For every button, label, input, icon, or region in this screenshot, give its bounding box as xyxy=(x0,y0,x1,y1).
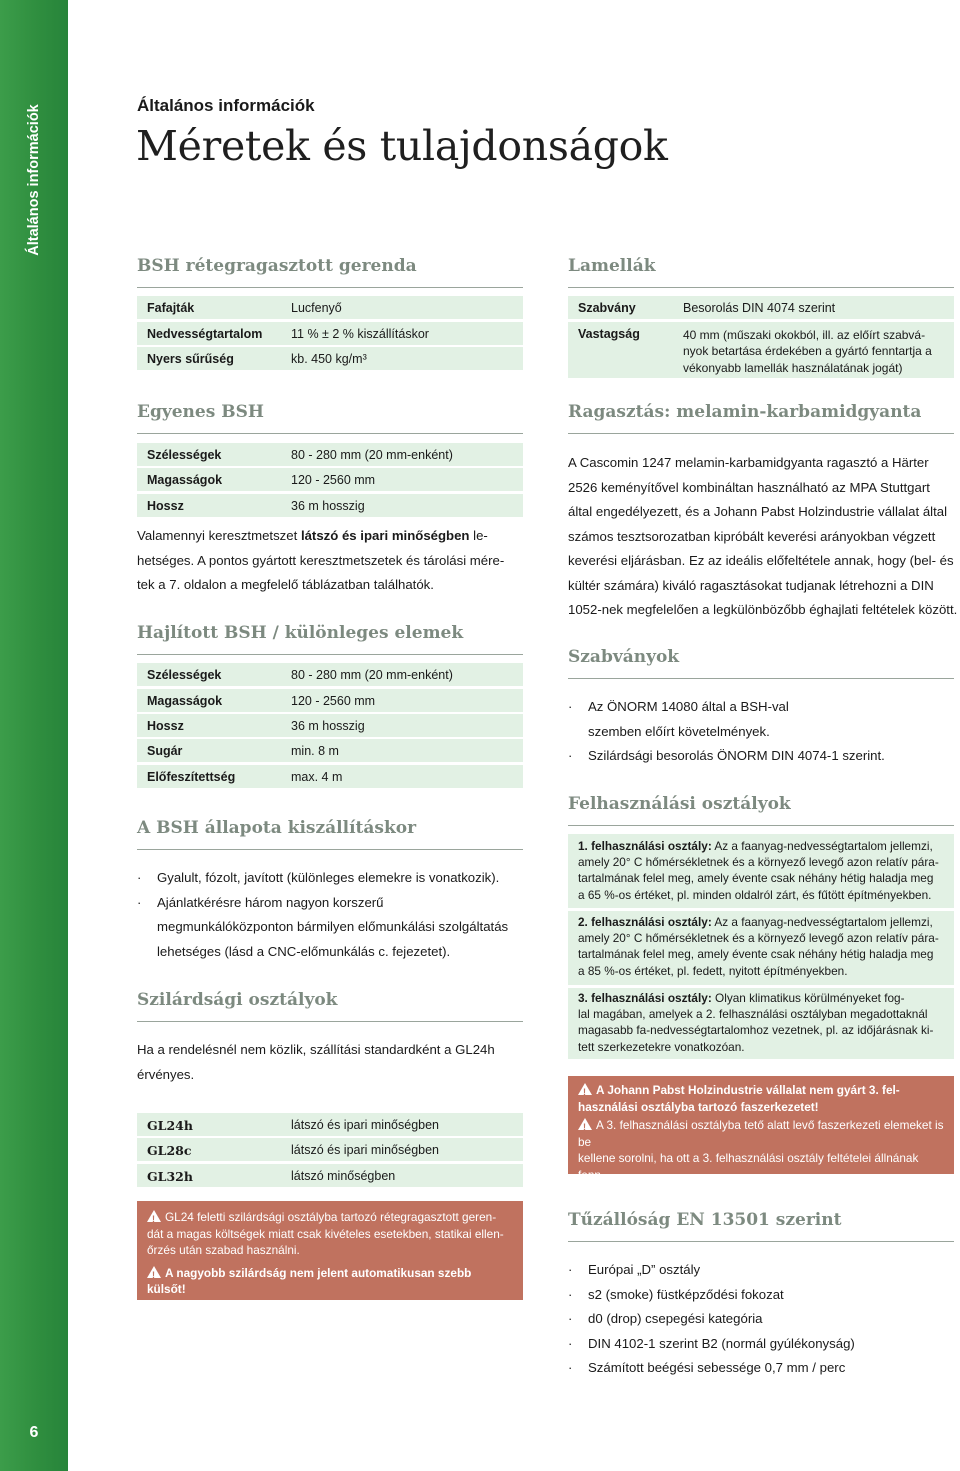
kv-row xyxy=(137,443,523,466)
kv-value: 11 % ± 2 % kiszállításkor xyxy=(291,327,429,341)
kv-row xyxy=(137,468,523,491)
kv-row xyxy=(137,714,523,737)
list-item: · Az ÖNORM 14080 által a BSH-val szemben előírt követelmények. xyxy=(568,695,960,744)
para-line: kültér számára) kiváló ragasztásokat tudjanak létrehozni a DIN xyxy=(568,577,934,593)
para-line: 2526 keményítővel kombináltan használható az MPA Stuttgart xyxy=(568,479,930,495)
kv-key: Nedvességtartalom xyxy=(147,327,263,341)
kv-row xyxy=(137,1138,523,1161)
para-line: tek a 7. oldalon a megfelelő táblázatban találhatók. xyxy=(137,577,434,592)
warning-icon xyxy=(578,1083,592,1095)
kv-value: 80 - 280 mm (20 mm-enként) xyxy=(291,668,453,682)
list-item: · Szilárdsági besorolás ÖNORM DIN 4074-1 szerint. xyxy=(568,744,960,769)
kv-key: Vastagság xyxy=(578,327,640,341)
kv-key: Szélességek xyxy=(147,448,222,462)
kv-key: Magasságok xyxy=(147,694,223,708)
para-line: által engedélyezett, és a Johann Pabst Holzindustrie vállalat által xyxy=(568,504,948,519)
kv-key: Hossz xyxy=(147,719,184,733)
kv-key: GL24h xyxy=(147,1118,193,1133)
kv-row xyxy=(568,296,954,319)
list-item: · d0 (drop) csepegési kategória xyxy=(568,1307,960,1332)
divider xyxy=(137,287,523,288)
list-item: · Ajánlatkérésre három nagyon korszerű megmunkálóközponton bármilyen előmunkálási szolgáltatás lehetséges (lásd a CNC-előmunkálás c. fejezetet). xyxy=(137,891,537,965)
para-bold: látszó és ipari minőségben xyxy=(300,528,470,543)
kv-value: Lucfenyő xyxy=(291,301,342,315)
kv-row xyxy=(137,689,523,712)
list-item: · s2 (smoke) füstképződési fokozat xyxy=(568,1283,960,1308)
hajlitott-heading: Hajlított BSH / különleges elemek xyxy=(137,623,464,643)
kv-value: 120 - 2560 mm xyxy=(291,694,376,708)
kv-value: kb. 450 kg/m³ xyxy=(291,352,367,366)
kv-row xyxy=(137,296,523,319)
ragasztas-heading: Ragasztás: melamin-karbamidgyanta xyxy=(568,402,922,422)
para-line: számos tesztsorozatban kipróbált keverési arányokban végzett xyxy=(568,528,936,544)
kv-key: Sugár xyxy=(147,744,183,758)
warning-icon xyxy=(578,1118,592,1130)
kv-value: 120 - 2560 mm xyxy=(291,473,376,487)
para-line: érvényes. xyxy=(137,1066,195,1082)
class-box: 3. felhasználási osztály: Olyan klimatikus körülményeket fog- lal magában, amelyek a 2. felhasználási osztályban megadottaknál magasabb fa-nedvességtartalomhoz vezetnek, pl. az időjárásnak ki- tett szerkezetekre vonatkozóan. xyxy=(568,988,954,1059)
szabvanyok-list xyxy=(568,695,960,769)
kv-row xyxy=(568,322,954,378)
kv-key: Szabvány xyxy=(578,301,636,315)
kv-row xyxy=(137,1164,523,1187)
class-box: 2. felhasználási osztály: Az a faanyag-nedvességtartalom jellemzi, amely 20° C hőmérsékletnek és a környező levegő azon relatív pára- tartalmának felel meg, amely évente csak néhány hétig haladja meg a 85 %-os értéket, pl. fedett, nyitott építményekben. xyxy=(568,911,954,985)
kv-value: min. 8 m xyxy=(291,744,339,758)
kv-value: látszó és ipari minőségben xyxy=(291,1118,439,1132)
kv-key: Hossz xyxy=(147,499,184,513)
allapot-heading: A BSH állapota kiszállításkor xyxy=(137,818,417,838)
divider xyxy=(137,433,523,434)
kv-key: GL28c xyxy=(147,1143,192,1158)
warning-box: !GL24 feletti szilárdsági osztályba tartozó rétegragasztott geren- dát a magas költségek miatt csak kivételes esetekben, statikai ellen- őrzés után szabad használni. !A nagyobb szilárdság nem jelent automatikusan szebb külsőt! xyxy=(137,1201,523,1300)
para-text: le- xyxy=(469,528,488,543)
allapot-list xyxy=(137,866,537,964)
list-item: · DIN 4102-1 szerint B2 (normál gyúlékonyság) xyxy=(568,1332,960,1357)
kv-value: 36 m hosszig xyxy=(291,719,365,733)
ragasztas-paragraph xyxy=(568,451,960,623)
kv-row xyxy=(137,347,523,370)
lamellak-heading: Lamellák xyxy=(568,256,656,276)
bsh-heading: BSH rétegragasztott gerenda xyxy=(137,256,417,276)
divider xyxy=(568,433,954,434)
divider xyxy=(568,1241,954,1242)
warning-icon xyxy=(147,1210,161,1222)
list-item: · Számított beégési sebessége 0,7 mm / perc xyxy=(568,1356,960,1381)
page-title: Méretek és tulajdonságok xyxy=(136,122,668,170)
divider xyxy=(568,825,954,826)
szilardsagi-paragraph xyxy=(137,1038,537,1087)
kv-value: max. 4 m xyxy=(291,770,343,784)
kv-key: GL32h xyxy=(147,1169,193,1184)
kv-value: látszó és ipari minőségben xyxy=(291,1143,439,1157)
egyenes-paragraph xyxy=(137,524,537,598)
warning-icon xyxy=(147,1266,161,1278)
sidebar xyxy=(0,0,68,1471)
para-line: keverési eljárásban. Ez az ideális előfeltétele annak, hogy (bel- és xyxy=(568,553,954,568)
kv-row xyxy=(137,765,523,788)
kv-value: 36 m hosszig xyxy=(291,499,365,513)
kv-row xyxy=(137,739,523,762)
kv-key: Előfeszítettség xyxy=(147,770,236,784)
sidebar-label: Általános információk xyxy=(26,104,42,256)
para-line: hetséges. A pontos gyártott keresztmetszetek és tárolási mére- xyxy=(137,552,505,568)
kv-value: látszó minőségben xyxy=(291,1169,396,1183)
para-line: 1052-nek megfelelően a legkülönbözőbb éghajlati feltételek között. xyxy=(568,602,958,617)
list-item: · Európai „D” osztály xyxy=(568,1258,960,1283)
tuzallosag-heading: Tűzállóság EN 13501 szerint xyxy=(568,1210,842,1230)
page-number: 6 xyxy=(29,1424,39,1441)
eyebrow: Általános információk xyxy=(137,96,315,115)
kv-row xyxy=(137,1113,523,1136)
kv-value: 40 mm (műszaki okokból, ill. az előírt szabvá- nyok betartása érdekében a gyártó fenntartja a vékonyabb lamellák használatának jogát) xyxy=(683,328,932,375)
divider xyxy=(568,287,954,288)
para-text: Valamennyi keresztmetszet xyxy=(137,528,301,543)
warning-box: !A Johann Pabst Holzindustrie vállalat nem gyárt 3. fel- használási osztályba tartozó faszerkezetet! !A 3. felhasználási osztályba tető alatt levő faszerkezeti elemeket is be kellene sorolni, ha ott a 3. felhasználási osztály feltételei állnának fenn vagy lennének elvárhatók, pl. előreálló balkonok esetén a támaszok. xyxy=(568,1076,954,1174)
para-line: A Cascomin 1247 melamin-karbamidgyanta ragasztó a Härter xyxy=(568,455,929,470)
felhasznalasi-heading: Felhasználási osztályok xyxy=(568,794,791,814)
szabvanyok-heading: Szabványok xyxy=(568,647,680,667)
class-box: 1. felhasználási osztály: Az a faanyag-nedvességtartalom jellemzi, amely 20° C hőmérsékletnek és a környező levegő azon relatív pára- tartalmának felel meg, amely évente csak néhány hétig haladja meg a 65 %-os értéket, pl. minden oldalról zárt, és fűtött építményekben. xyxy=(568,834,954,908)
para-line: Ha a rendelésnél nem közlik, szállítási standardként a GL24h xyxy=(137,1042,495,1057)
kv-key: Nyers sűrűség xyxy=(147,352,234,366)
kv-value: Besorolás DIN 4074 szerint xyxy=(683,301,836,315)
divider xyxy=(137,654,523,655)
divider xyxy=(137,1021,523,1022)
list-item: · Gyalult, fózolt, javított (különleges elemekre is vonatkozik). xyxy=(137,866,537,891)
tuzallosag-list xyxy=(568,1258,960,1381)
kv-row xyxy=(137,322,523,345)
kv-key: Magasságok xyxy=(147,473,223,487)
divider xyxy=(137,849,523,850)
kv-key: Szélességek xyxy=(147,668,222,682)
kv-row xyxy=(137,494,523,517)
divider xyxy=(568,678,954,679)
kv-row xyxy=(137,663,523,686)
szilardsagi-heading: Szilárdsági osztályok xyxy=(137,990,338,1010)
kv-value: 80 - 280 mm (20 mm-enként) xyxy=(291,448,453,462)
egyenes-heading: Egyenes BSH xyxy=(137,402,264,422)
kv-key: Fafajták xyxy=(147,301,195,315)
